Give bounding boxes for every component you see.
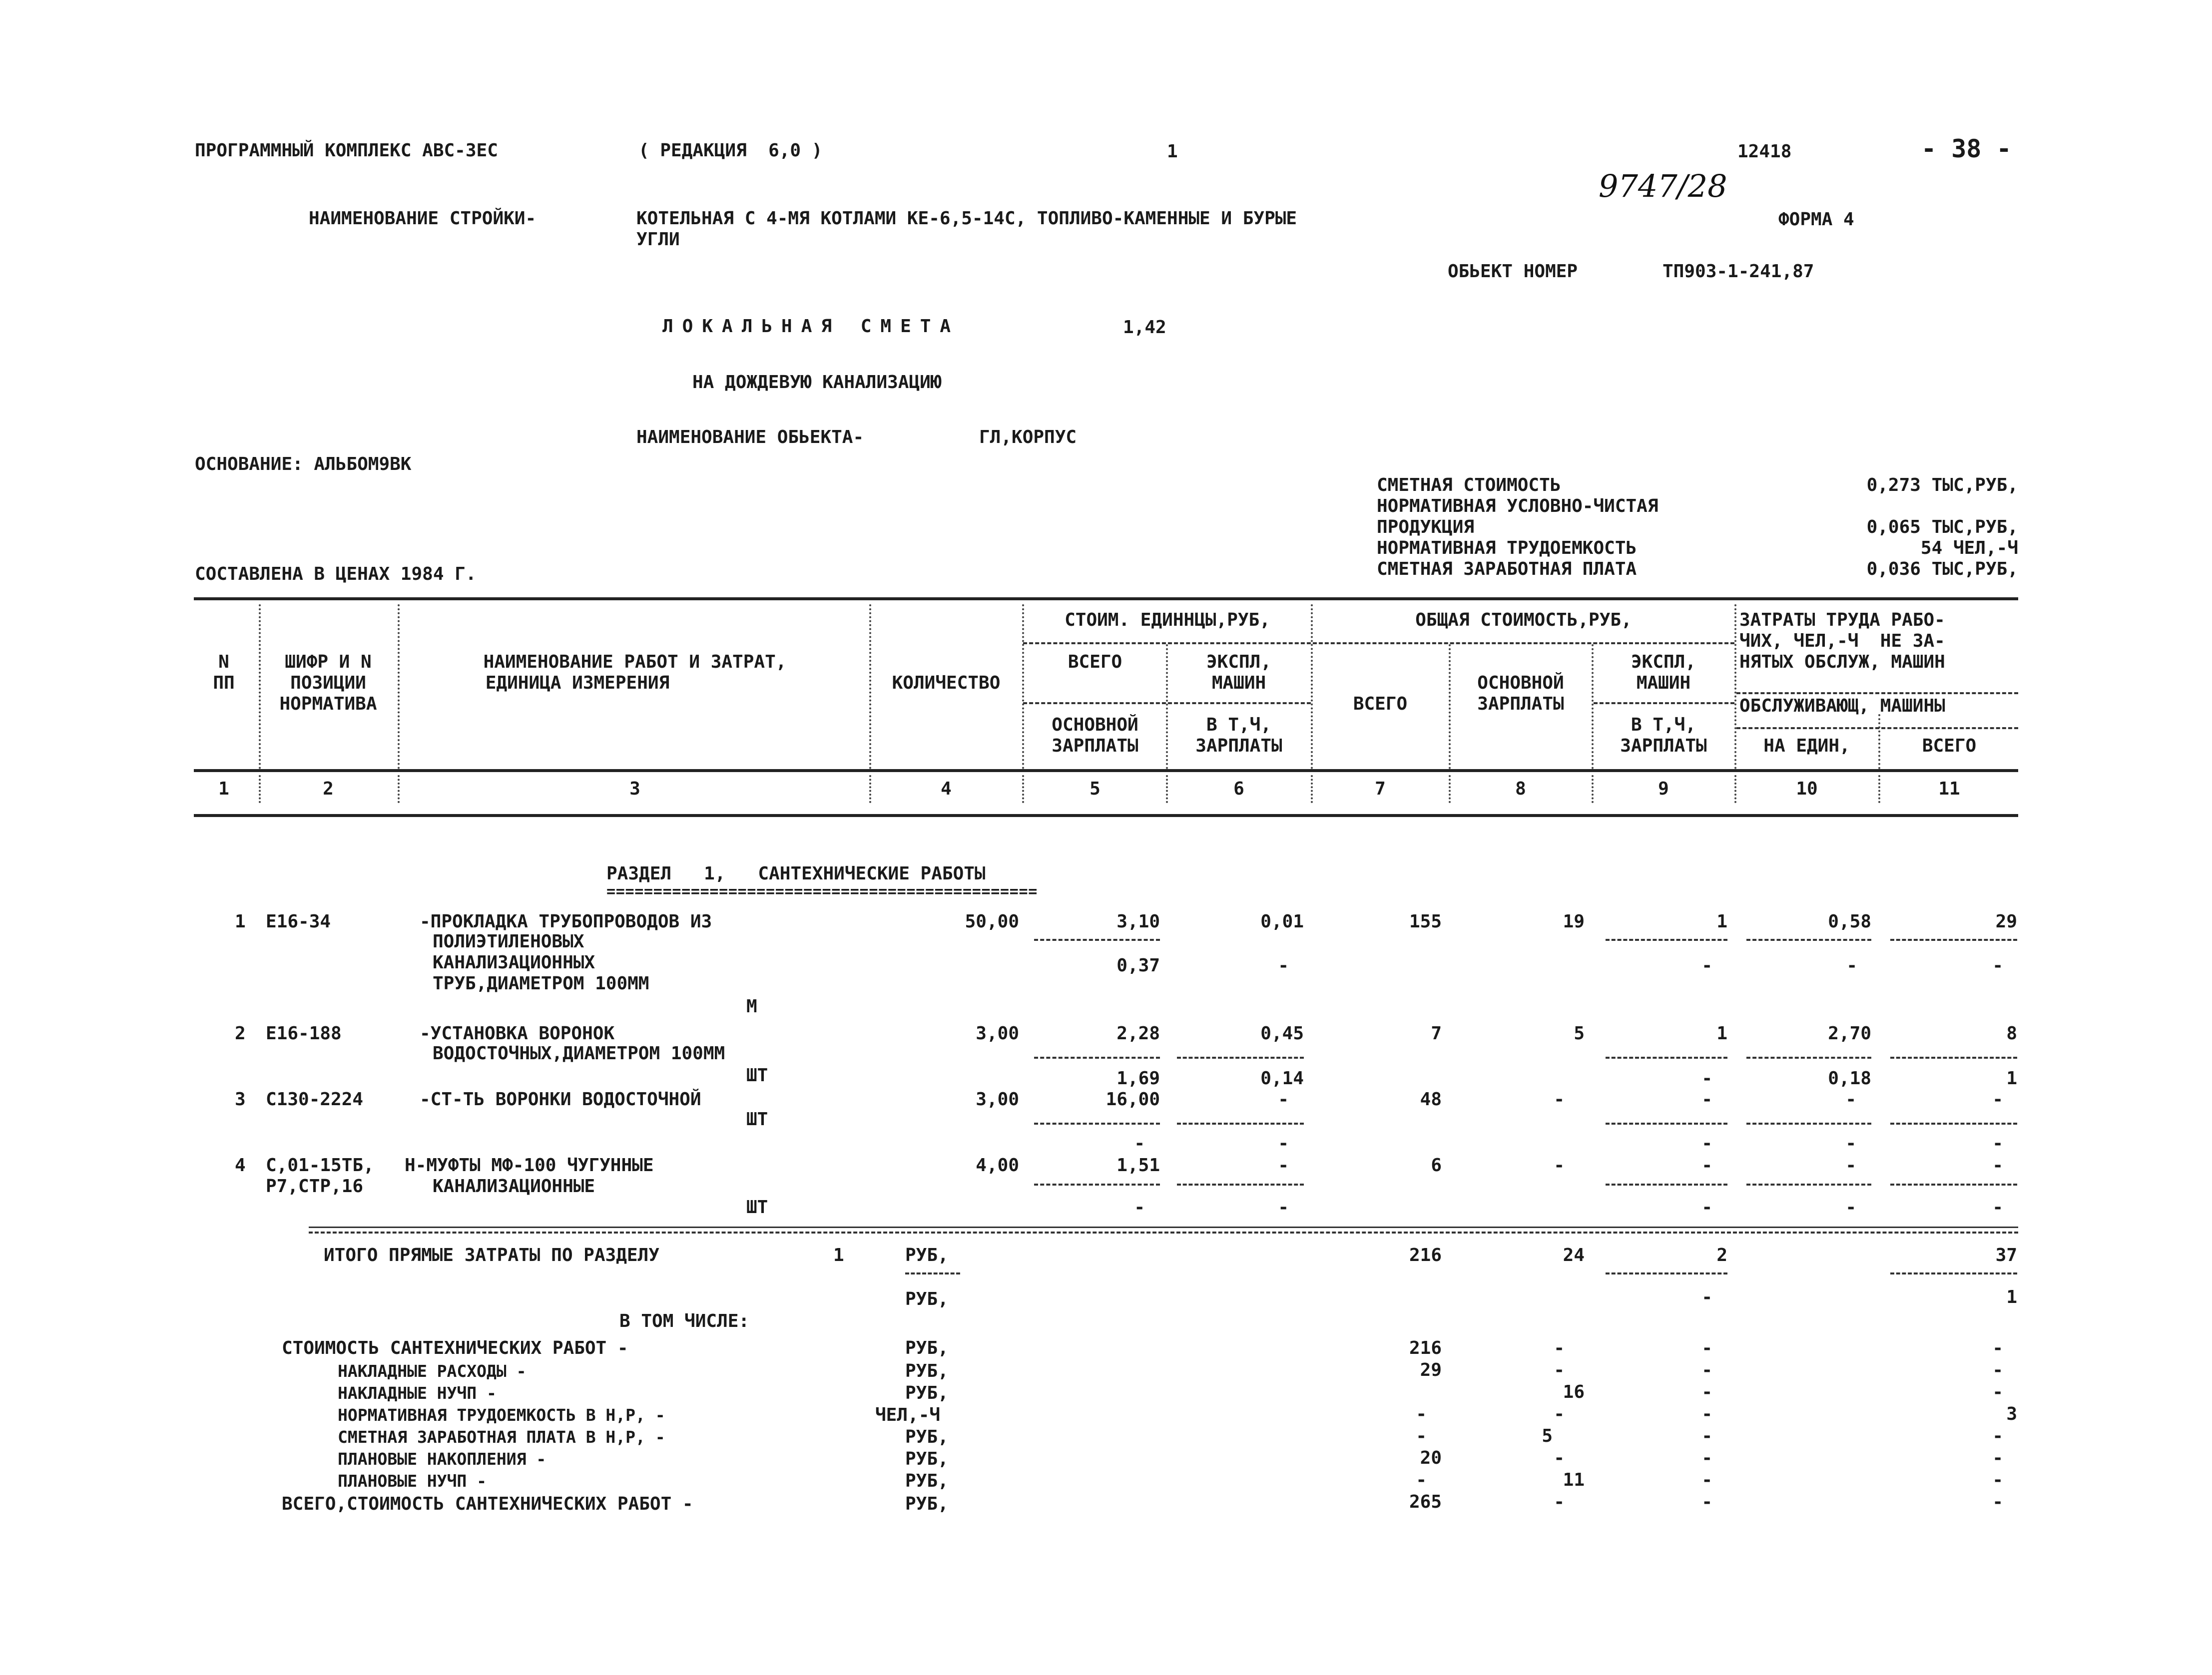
section-total-rule xyxy=(309,1232,2018,1234)
breakdown-machinery: - xyxy=(1701,1426,1712,1446)
item-incl-wage-unit: - xyxy=(1278,1133,1289,1154)
item-incl-wage: - xyxy=(1701,1133,1712,1154)
item-unit-machinery: - xyxy=(1278,1089,1289,1110)
item-total: 7 xyxy=(1431,1023,1442,1044)
breakdown-base-wage: 5 xyxy=(1542,1426,1553,1446)
item-total: 6 xyxy=(1431,1155,1442,1176)
column-divider xyxy=(259,604,261,769)
col-header-total-cost: ОБЩАЯ СТОИМОСТЬ,РУБ, xyxy=(1415,610,1632,630)
item-number: 4 xyxy=(235,1155,246,1176)
row-rule xyxy=(1034,1123,1160,1125)
item-unit-total: 16,00 xyxy=(1106,1089,1160,1110)
column-divider xyxy=(1734,775,1736,803)
item-code: С,01-15ТБ, xyxy=(266,1155,374,1176)
total-all: 216 xyxy=(1409,1245,1442,1265)
row-rule xyxy=(1746,939,1871,941)
column-divider xyxy=(869,775,871,803)
breakdown-label: СМЕТНАЯ ЗАРАБОТНАЯ ПЛАТА В Н,Р, - xyxy=(338,1427,665,1447)
item-labor-machine-total: - xyxy=(1992,955,2003,976)
col-header-machinery: МАШИН xyxy=(1636,673,1691,693)
column-divider xyxy=(1449,775,1451,803)
item-labor-machine-total: - xyxy=(1992,1133,2003,1154)
header-rule xyxy=(1736,727,2018,729)
breakdown-label: ПЛАНОВЫЕ НУЧП - xyxy=(338,1471,487,1491)
row-rule xyxy=(1034,939,1160,941)
item-base-wage-unit: 1,69 xyxy=(1116,1068,1160,1089)
document-subtitle: НА ДОЖДЕВУЮ КАНАЛИЗАЦИЮ xyxy=(692,372,942,393)
row-rule xyxy=(1890,1123,2017,1125)
breakdown-machinery: - xyxy=(1701,1470,1712,1490)
col-header-machinery: МАШИН xyxy=(1211,673,1266,693)
col-header-unit-cost: СТОИМ. ЕДИННЦЫ,РУБ, xyxy=(1065,610,1270,630)
breakdown-total: - xyxy=(1416,1470,1427,1490)
header-rule xyxy=(1594,702,1734,704)
row-rule xyxy=(1034,1057,1160,1059)
breakdown-base-wage: - xyxy=(1554,1448,1565,1468)
column-divider xyxy=(1166,775,1168,803)
col-header-labor: ЧИХ, ЧЕЛ,-Ч НЕ ЗА- xyxy=(1739,631,1945,651)
breakdown-labor: - xyxy=(1992,1338,2003,1358)
item-unit-total: 1,51 xyxy=(1116,1155,1160,1176)
item-total: 155 xyxy=(1409,911,1442,932)
item-code-ref: Р7,СТР,16 xyxy=(266,1176,364,1197)
edition: ( РЕДАКЦИЯ 6,0 ) xyxy=(638,140,823,161)
summary-value: 0,273 ТЫС,РУБ, xyxy=(1866,475,2018,495)
breakdown-unit: РУБ, xyxy=(905,1471,949,1491)
breakdown-labor: - xyxy=(1992,1470,2003,1490)
row-rule xyxy=(1746,1057,1871,1059)
total-unit: РУБ, xyxy=(905,1245,949,1265)
item-number: 1 xyxy=(235,911,246,932)
column-number: 8 xyxy=(1515,779,1526,799)
column-divider xyxy=(259,775,261,803)
column-number: 9 xyxy=(1658,779,1669,799)
breakdown-base-wage: - xyxy=(1554,1360,1565,1380)
summary-label: СМЕТНАЯ СТОИМОСТЬ xyxy=(1377,475,1561,495)
item-base-wage-unit: 0,37 xyxy=(1116,955,1160,976)
total-unit: РУБ, xyxy=(905,1289,949,1309)
row-rule xyxy=(1890,939,2017,941)
column-number: 6 xyxy=(1233,779,1244,799)
object-number: ТП903-1-241,87 xyxy=(1662,261,1814,282)
item-labor-unit: - xyxy=(1845,1155,1856,1176)
breakdown-labor: 3 xyxy=(2006,1404,2017,1424)
col-header-machinery: ЭКСПЛ, xyxy=(1206,652,1272,672)
document-title: ЛОКАЛЬНАЯ СМЕТА xyxy=(662,316,960,337)
row-rule xyxy=(1177,1057,1304,1059)
item-incl-wage-unit: - xyxy=(1278,1197,1289,1218)
section-total-rule xyxy=(309,1227,2018,1228)
construction-name-cont: УГЛИ xyxy=(636,229,680,250)
breakdown-total: - xyxy=(1416,1426,1427,1446)
breakdown-unit: РУБ, xyxy=(905,1494,949,1514)
col-header-all: ВСЕГО xyxy=(1922,736,1977,756)
col-header-base-wage: ОСНОВНОЙ xyxy=(1477,673,1564,693)
item-quantity: 4,00 xyxy=(976,1155,1019,1176)
column-divider xyxy=(1311,604,1313,769)
item-base-wage-unit: - xyxy=(1134,1197,1145,1218)
item-labor-machine-unit: - xyxy=(1845,1197,1856,1218)
item-incl-wage: - xyxy=(1701,1197,1712,1218)
breakdown-label: ПЛАНОВЫЕ НАКОПЛЕНИЯ - xyxy=(338,1449,547,1469)
item-unit-total: 2,28 xyxy=(1116,1023,1160,1044)
row-rule xyxy=(1606,1184,1727,1186)
item-unit-machinery: 0,45 xyxy=(1260,1023,1304,1044)
breakdown-labor: - xyxy=(1992,1360,2003,1380)
item-unit-machinery: 0,01 xyxy=(1260,911,1304,932)
summary-label: СМЕТНАЯ ЗАРАБОТНАЯ ПЛАТА xyxy=(1377,559,1637,579)
column-divider xyxy=(1311,775,1313,803)
item-labor-unit: 2,70 xyxy=(1828,1023,1871,1044)
item-machinery: 1 xyxy=(1716,1023,1727,1044)
row-rule xyxy=(1606,939,1727,941)
object-name-label: НАИМЕНОВАНИЕ ОБЬЕКТА- xyxy=(636,427,864,447)
col-header-labor: НЯТЫХ ОБСЛУЖ, МАШИН xyxy=(1739,652,1945,672)
column-divider xyxy=(1022,775,1024,803)
breakdown-unit: РУБ, xyxy=(905,1338,949,1358)
item-incl-wage-unit: 0,14 xyxy=(1260,1068,1304,1089)
item-code: Е16-34 xyxy=(266,911,331,932)
item-labor-unit: 0,58 xyxy=(1828,911,1871,932)
row-rule xyxy=(1746,1123,1871,1125)
basis: ОСНОВАНИЕ: АЛЬБОМ9ВК xyxy=(195,454,412,474)
column-number: 5 xyxy=(1090,779,1101,799)
item-code: С130-2224 xyxy=(266,1089,364,1110)
row-rule xyxy=(1746,1184,1871,1186)
item-machinery: 1 xyxy=(1716,911,1727,932)
item-labor-machine-unit: 0,18 xyxy=(1828,1068,1871,1089)
item-name: ВОДОСТОЧНЫХ,ДИАМЕТРОМ 100ММ xyxy=(433,1043,725,1064)
row-rule xyxy=(1606,1123,1727,1125)
form-number: ФОРМА 4 xyxy=(1778,209,1854,230)
column-number: 2 xyxy=(323,779,334,799)
item-incl-wage: - xyxy=(1701,955,1712,976)
header-rule xyxy=(1023,642,1311,644)
item-base-wage-unit: - xyxy=(1134,1133,1145,1154)
item-unit: М xyxy=(746,996,757,1017)
handwritten-number: 9747/28 xyxy=(1599,168,1727,204)
breakdown-base-wage: - xyxy=(1554,1338,1565,1358)
breakdown-unit: РУБ, xyxy=(905,1449,949,1469)
section-title: РАЗДЕЛ 1, САНТЕХНИЧЕСКИЕ РАБОТЫ xyxy=(606,863,986,884)
column-divider xyxy=(1166,644,1168,769)
column-number: 10 xyxy=(1796,779,1818,799)
item-labor-total: 8 xyxy=(2006,1023,2017,1044)
item-total: 48 xyxy=(1420,1089,1442,1110)
breakdown-total: 29 xyxy=(1420,1360,1442,1380)
item-unit: ШТ xyxy=(746,1197,768,1218)
breakdown-label: ВСЕГО,СТОИМОСТЬ САНТЕХНИЧЕСКИХ РАБОТ - xyxy=(282,1494,693,1514)
item-labor-total: - xyxy=(1992,1089,2003,1110)
item-base-wage: - xyxy=(1554,1089,1565,1110)
item-labor-machine-total: 1 xyxy=(2006,1068,2017,1089)
total-section-number: 1 xyxy=(833,1245,844,1265)
breakdown-unit: РУБ, xyxy=(905,1361,949,1381)
row-rule xyxy=(1177,1184,1304,1186)
item-unit-machinery: - xyxy=(1278,1155,1289,1176)
col-header-incl-wage: ЗАРПЛАТЫ xyxy=(1195,736,1282,756)
breakdown-total: 216 xyxy=(1409,1338,1442,1358)
col-header-incl-wage: В Т,Ч, xyxy=(1206,715,1272,735)
breakdown-machinery: - xyxy=(1701,1448,1712,1468)
column-divider xyxy=(1592,775,1594,803)
column-divider xyxy=(869,604,871,769)
header-rule xyxy=(1023,702,1311,704)
column-number: 7 xyxy=(1375,779,1386,799)
item-labor-machine-unit: - xyxy=(1846,955,1857,976)
col-header-incl-wage: В Т,Ч, xyxy=(1631,715,1696,735)
construction-label: НАИМЕНОВАНИЕ СТРОЙКИ- xyxy=(309,208,537,229)
price-level: СОСТАВЛЕНА В ЦЕНАХ 1984 Г. xyxy=(195,564,477,584)
item-number: 3 xyxy=(235,1089,246,1110)
breakdown-label: НАКЛАДНЫЕ РАСХОДЫ - xyxy=(338,1361,527,1381)
column-divider xyxy=(1022,604,1024,769)
breakdown-label: НАКЛАДНЫЕ НУЧП - xyxy=(338,1383,497,1403)
col-header-labor: ЗАТРАТЫ ТРУДА РАБО- xyxy=(1739,610,1945,630)
column-divider xyxy=(1592,644,1594,769)
breakdown-total: 265 xyxy=(1409,1492,1442,1512)
column-number: 3 xyxy=(629,779,640,799)
summary-value: 0,036 ТЫС,РУБ, xyxy=(1866,559,2018,579)
col-header-base-wage: ОСНОВНОЙ xyxy=(1052,715,1138,735)
section-underline: ============================================== xyxy=(606,883,1038,900)
row-rule xyxy=(1034,1184,1160,1186)
column-divider xyxy=(1449,644,1451,769)
header-rule xyxy=(194,769,2018,772)
item-machinery: - xyxy=(1701,1089,1712,1110)
breakdown-total: - xyxy=(1416,1404,1427,1424)
construction-name: КОТЕЛЬНАЯ С 4-МЯ КОТЛАМИ КЕ-6,5-14С, ТОПЛИВО-КАМЕННЫЕ И БУРЫЕ xyxy=(636,208,1297,229)
breakdown-machinery: - xyxy=(1701,1404,1712,1424)
item-quantity: 3,00 xyxy=(976,1089,1019,1110)
summary-value: 54 ЧЕЛ,-Ч xyxy=(1920,538,2018,558)
breakdown-labor: - xyxy=(1992,1382,2003,1402)
program-name: ПРОГРАММНЫЙ КОМПЛЕКС АВС-3ЕС xyxy=(195,140,498,161)
breakdown-total: 20 xyxy=(1420,1448,1442,1468)
item-base-wage: 5 xyxy=(1574,1023,1585,1044)
col-header-code: НОРМАТИВА xyxy=(279,694,377,714)
item-name: ТРУБ,ДИАМЕТРОМ 100ММ xyxy=(433,973,649,994)
item-name: -СТ-ТЬ ВОРОНКИ ВОДОСТОЧНОЙ xyxy=(420,1089,701,1110)
item-unit: ШТ xyxy=(746,1109,768,1130)
col-header-incl-wage: ЗАРПЛАТЫ xyxy=(1620,736,1707,756)
column-divider xyxy=(1878,714,1880,769)
breakdown-machinery: - xyxy=(1701,1382,1712,1402)
item-incl-wage-unit: - xyxy=(1278,955,1289,976)
total-base-wage: 24 xyxy=(1563,1245,1585,1265)
col-header-labor-sub: ОБСЛУЖИВАЮЩ, МАШИНЫ xyxy=(1739,696,1945,716)
breakdown-labor: - xyxy=(1992,1448,2003,1468)
col-header-n: ПП xyxy=(213,673,235,693)
total-incl-wage: - xyxy=(1701,1287,1712,1307)
breakdown-unit: ЧЕЛ,-Ч xyxy=(875,1405,941,1425)
breakdown-label: НОРМАТИВНАЯ ТРУДОЕМКОСТЬ В Н,Р, - xyxy=(338,1405,665,1425)
item-quantity: 3,00 xyxy=(976,1023,1019,1044)
item-name: КАНАЛИЗАЦИОННЫЕ xyxy=(433,1176,595,1197)
row-rule xyxy=(905,1272,960,1274)
row-rule xyxy=(1177,1123,1304,1125)
including-label: В ТОМ ЧИСЛЕ: xyxy=(619,1311,750,1331)
total-machinery: 2 xyxy=(1716,1245,1727,1265)
column-divider xyxy=(1878,775,1880,803)
summary-value: 0,065 ТЫС,РУБ, xyxy=(1866,517,2018,537)
table-top-rule xyxy=(194,597,2018,600)
breakdown-unit: РУБ, xyxy=(905,1427,949,1447)
breakdown-base-wage: 16 xyxy=(1563,1382,1585,1402)
col-header-total: ВСЕГО xyxy=(1068,652,1122,672)
item-name: -УСТАНОВКА ВОРОНОК xyxy=(420,1023,615,1044)
item-labor-unit: - xyxy=(1845,1089,1856,1110)
column-number: 11 xyxy=(1938,779,1960,799)
item-labor-machine-total: - xyxy=(1992,1197,2003,1218)
col-header-machinery: ЭКСПЛ, xyxy=(1631,652,1696,672)
item-machinery: - xyxy=(1701,1155,1712,1176)
column-number: 1 xyxy=(218,779,229,799)
column-number: 4 xyxy=(941,779,952,799)
document-code: 12418 xyxy=(1737,141,1792,162)
column-divider xyxy=(1734,604,1736,769)
col-header-quantity: КОЛИЧЕСТВО xyxy=(892,673,1001,693)
item-base-wage: - xyxy=(1554,1155,1565,1176)
item-labor-total: - xyxy=(1992,1155,2003,1176)
object-name: ГЛ,КОРПУС xyxy=(979,427,1077,447)
breakdown-base-wage: 11 xyxy=(1563,1470,1585,1490)
row-rule xyxy=(1890,1184,2017,1186)
header-rule xyxy=(1736,692,2018,694)
breakdown-label: СТОИМОСТЬ САНТЕХНИЧЕСКИХ РАБОТ - xyxy=(282,1338,628,1358)
item-unit: ШТ xyxy=(746,1065,768,1086)
row-rule xyxy=(1890,1057,2017,1059)
item-quantity: 50,00 xyxy=(965,911,1019,932)
breakdown-machinery: - xyxy=(1701,1338,1712,1358)
item-code: Е16-188 xyxy=(266,1023,342,1044)
item-unit-total: 3,10 xyxy=(1116,911,1160,932)
breakdown-base-wage: - xyxy=(1554,1404,1565,1424)
header-rule xyxy=(1313,642,1734,644)
sheet-number: 1 xyxy=(1167,141,1178,162)
item-number: 2 xyxy=(235,1023,246,1044)
item-base-wage: 19 xyxy=(1563,911,1585,932)
item-labor-machine-unit: - xyxy=(1845,1133,1856,1154)
item-name: ПОЛИЭТИЛЕНОВЫХ xyxy=(433,931,584,952)
summary-label: НОРМАТИВНАЯ ТРУДОЕМКОСТЬ xyxy=(1377,538,1637,558)
item-name: Н-МУФТЫ МФ-100 ЧУГУННЫЕ xyxy=(405,1155,654,1176)
total-labor-machine: 1 xyxy=(2006,1287,2017,1307)
column-divider xyxy=(398,604,400,769)
breakdown-labor: - xyxy=(1992,1426,2003,1446)
column-divider xyxy=(398,775,400,803)
header-bottom-rule xyxy=(194,814,2018,817)
col-header-name: НАИМЕНОВАНИЕ РАБОТ И ЗАТРАТ, xyxy=(483,652,787,672)
row-rule xyxy=(1606,1272,1727,1274)
item-name: -ПРОКЛАДКА ТРУБОПРОВОДОВ ИЗ xyxy=(420,911,712,932)
total-labor: 37 xyxy=(1995,1245,2017,1265)
col-header-base-wage: ЗАРПЛАТЫ xyxy=(1477,694,1564,714)
col-header-base-wage: ЗАРПЛАТЫ xyxy=(1052,736,1138,756)
summary-label: НОРМАТИВНАЯ УСЛОВНО-ЧИСТАЯ xyxy=(1377,496,1659,516)
breakdown-base-wage: - xyxy=(1554,1492,1565,1512)
page-number: - 38 - xyxy=(1921,134,2012,163)
col-header-per-unit: НА ЕДИН, xyxy=(1763,736,1850,756)
object-number-label: ОБЬЕКТ НОМЕР xyxy=(1448,261,1578,282)
estimate-number: 1,42 xyxy=(1123,317,1166,338)
row-rule xyxy=(1890,1272,2017,1274)
col-header-all: ВСЕГО xyxy=(1353,694,1408,714)
col-header-n: N xyxy=(218,652,229,672)
row-rule xyxy=(1606,1057,1727,1059)
item-labor-total: 29 xyxy=(1995,911,2017,932)
breakdown-unit: РУБ, xyxy=(905,1383,949,1403)
col-header-name: ЕДИНИЦА ИЗМЕРЕНИЯ xyxy=(485,673,670,693)
breakdown-machinery: - xyxy=(1701,1360,1712,1380)
breakdown-machinery: - xyxy=(1701,1492,1712,1512)
summary-label: ПРОДУКЦИЯ xyxy=(1377,517,1475,537)
total-label: ИТОГО ПРЯМЫЕ ЗАТРАТЫ ПО РАЗДЕЛУ xyxy=(324,1245,659,1265)
item-incl-wage: - xyxy=(1701,1068,1712,1089)
col-header-code: ПОЗИЦИИ xyxy=(290,673,366,693)
col-header-code: ШИФР И N xyxy=(285,652,372,672)
item-name: КАНАЛИЗАЦИОННЫХ xyxy=(433,952,595,973)
breakdown-labor: - xyxy=(1992,1492,2003,1512)
